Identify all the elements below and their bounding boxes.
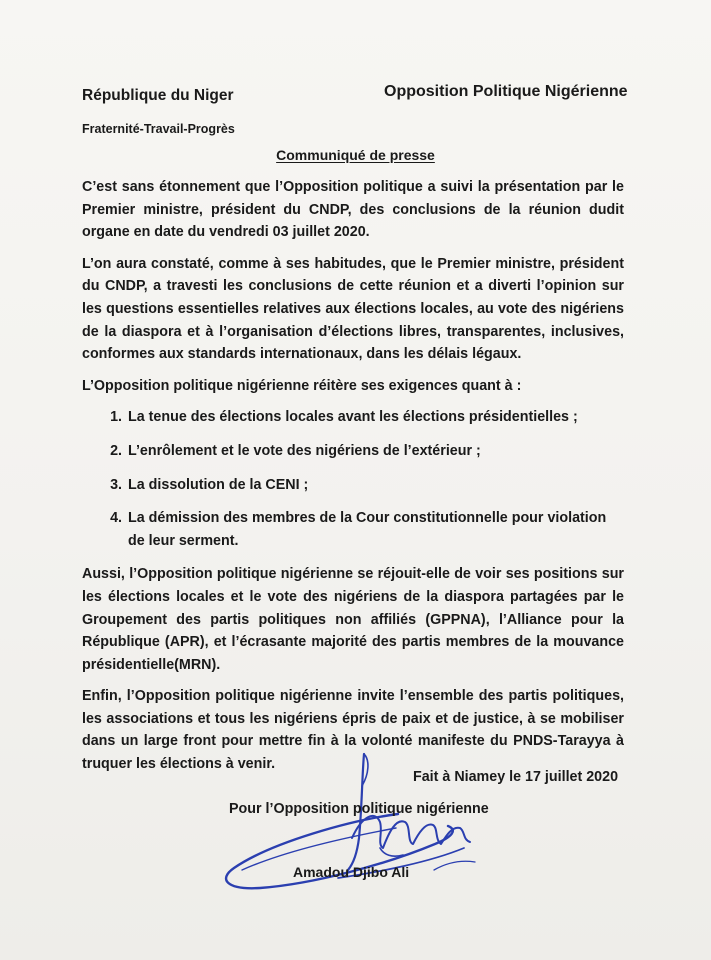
national-motto: Fraternité-Travail-Progrès (82, 122, 235, 136)
demands-list (82, 406, 624, 552)
demand-item: 1. La tenue des élections locales avant les élections présidentielles ; (126, 406, 624, 429)
document-title-text: Communiqué de presse (276, 147, 435, 163)
document-title (0, 146, 711, 164)
demand-item: 3. La dissolution de la CENI ; (126, 474, 624, 497)
signatory-name: Amadou Djibo Ali (293, 864, 410, 880)
paragraph-demands-intro: L’Opposition politique nigérienne réitère ses exigences quant à : (82, 377, 522, 394)
on-behalf-of-line: Pour l’Opposition politique nigérienne (229, 801, 489, 817)
paragraph-call-to-action: Enfin, l’Opposition politique nigérienne invite l’ensemble des partis politiques, les associations et tous les nigériens épris de paix et de justice, à se mobiliser dans un large front pour mettre fin à la volonté manifeste du PNDS-Tarayya à truquer les élections à venir. (82, 688, 624, 773)
paragraph-criticism: L’on aura constaté, comme à ses habitudes, que le Premier ministre, président du CNDP, a travesti les conclusions de cette réunion et a diverti l’opinion sur les questions essentielles relatives aux élections locales, au vote des nigériens de la diaspora et à l’organisation d’élections libres, transparentes, inclusives, conformes aux standards internationaux, dans les délais légaux. (82, 255, 624, 363)
country-name: République du Niger (82, 87, 234, 104)
demand-item: 2. L’enrôlement et le vote des nigériens de l’extérieur ; (126, 440, 624, 463)
document-body (82, 176, 624, 785)
demand-item: 4. La démission des membres de la Cour constitutionnelle pour violation de leur serment. (126, 507, 624, 552)
paragraph-support: Aussi, l’Opposition politique nigérienne se réjouit-elle de voir ses positions sur les élections locales et le vote des nigériens de la diaspora partagées par le Groupement des partis politiques non affiliés (GPPNA), l’Alliance pour la République (APR), et l’écrasante majorité des partis membres de la mouvance présidentielle(MRN). (82, 566, 624, 673)
dateline: Fait à Niamey le 17 juillet 2020 (413, 769, 619, 785)
organization-name: Opposition Politique Nigérienne (384, 83, 628, 100)
paragraph-intro: C’est sans étonnement que l’Opposition politique a suivi la présentation par le Premier ministre, président du CNDP, des conclusions de la réunion dudit organe en date du vendredi 03 juillet 2020. (82, 179, 624, 241)
